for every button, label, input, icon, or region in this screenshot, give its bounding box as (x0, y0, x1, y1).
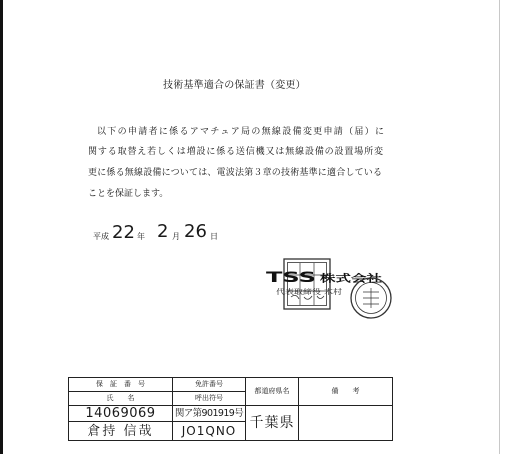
company-logo: TSS (266, 270, 316, 286)
scan-right-edge (499, 0, 500, 454)
value-license-number: 関ア第901919号 (173, 406, 246, 422)
date-month-unit: 月 (172, 232, 180, 241)
body-line-3: 更に係る無線設備については、電波法第３章の技術基準に適合している (88, 168, 382, 178)
header-prefecture: 都道府県名 (246, 378, 299, 406)
value-name: 倉持 信哉 (69, 422, 173, 441)
date-year-unit: 年 (137, 232, 145, 241)
scan-left-edge (0, 0, 3, 454)
date-year: 22 (112, 222, 135, 243)
company-suffix: 株式会社 (320, 274, 360, 285)
header-name: 氏 名 (69, 392, 173, 406)
date-day: 26 (184, 221, 207, 242)
body-line-2: 関する取替え若しくは増設に係る送信機又は無線設備の設置場所変 (88, 147, 383, 157)
value-remarks (299, 406, 393, 441)
date-day-unit: 日 (210, 232, 218, 241)
certificate-table (68, 377, 393, 441)
body-line-4: ことを保証します。 (88, 189, 169, 199)
header-license-number: 免許番号 (173, 378, 246, 392)
body-line-1: 以下の申請者に係るアマチュア局の無線設備変更申請（届）に (97, 127, 384, 137)
value-prefecture: 千葉県 (246, 406, 299, 441)
value-call-sign: JO1QNO (173, 422, 246, 441)
date-month: 2 (157, 221, 169, 242)
representative-title: 代表取締役 木村 (276, 288, 328, 296)
header-call-sign: 呼出符号 (173, 392, 246, 406)
document-title: 技術基準適合の保証書（変更） (163, 80, 306, 91)
header-guarantee-number: 保 証 番 号 (69, 378, 173, 392)
header-remarks: 備 考 (299, 378, 393, 406)
company-stamp (262, 255, 394, 323)
value-guarantee-number: 14069069 (69, 406, 173, 422)
date-era: 平成 (93, 232, 109, 241)
